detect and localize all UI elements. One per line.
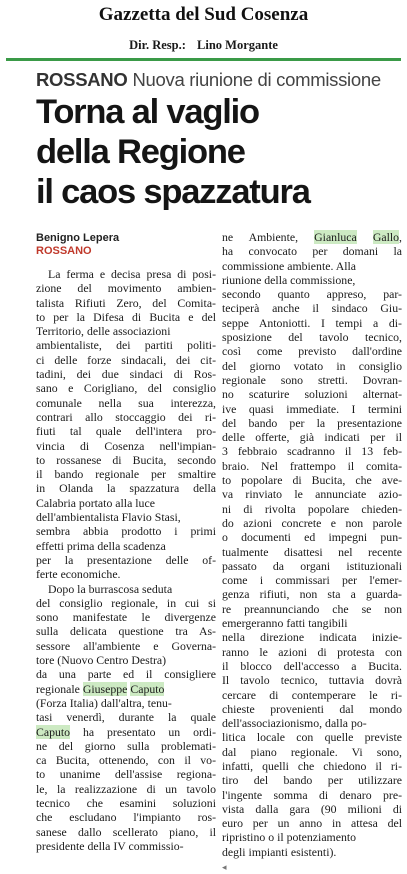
article-line: to popolare di Bucita, che ave-	[222, 473, 403, 488]
article-line: ci delle forze sindacali, dei cit-	[36, 352, 217, 367]
article-line: La ferma e decisa presa di posi-	[48, 267, 217, 281]
byline	[36, 232, 119, 258]
article-line: regionale sono stretti. Dovran-	[222, 372, 402, 387]
kicker-text: Nuova riunione di commissione	[132, 69, 381, 90]
article-line: del consiglio regionale, in cui si	[36, 595, 216, 610]
article-line: tecnico che esamini soluzioni	[36, 795, 216, 810]
byline-author: Benigno Lepera	[36, 232, 120, 244]
article-line: sposizione del tavolo tecnico,	[222, 330, 403, 345]
article-line: in Olanda la spazzatura della	[36, 481, 216, 496]
headline	[36, 92, 401, 212]
article-line: degli impianti esistenti).	[222, 844, 337, 859]
headline-line: il caos spazzatura	[36, 173, 310, 211]
article-line: sanese dallo scellerato piano, il	[36, 824, 217, 839]
article-line: Il tavolo tecnico, tuttavia dovrà	[222, 673, 402, 688]
article-line: delle offerte, già indicati per il	[222, 430, 403, 445]
article-line: emergeranno fatti tangibili	[222, 616, 348, 631]
kicker	[36, 69, 381, 91]
article-line: secondo quanto appreso, par-	[222, 287, 402, 302]
article-line: Dopo la burrascosa seduta	[48, 581, 173, 596]
article-line: sono manifestate le divergenze	[36, 610, 217, 625]
article-line: do azioni concrete e non parole	[222, 515, 403, 530]
article-line: presidente della IV commissio-	[36, 838, 184, 853]
article-line: ripristino o il potenziamento	[222, 830, 357, 845]
article-line: per la presentazione delle of-	[36, 552, 217, 567]
headline-line: Torna al vaglio	[36, 93, 259, 131]
article-line: sulla delicata questione tra As-	[36, 624, 216, 639]
article-line: tore (Nuovo Centro Destra)	[36, 653, 167, 668]
article-line: il bando regionale per smaltire	[36, 467, 217, 482]
article-line: il blocco dell'accesso a Bucita.	[222, 658, 402, 673]
article-column-right	[222, 230, 402, 874]
director-name: Lino Morgante	[197, 38, 278, 52]
article-line: ive quasi immediate. I termini	[222, 401, 403, 416]
article-line: chieste provenienti dal mondo	[222, 701, 403, 716]
article-line: comunale nella sua interezza,	[36, 395, 217, 410]
director-line	[0, 38, 407, 53]
article-line: ambientaliste, dei partiti politi-	[36, 338, 217, 353]
article-line: to rossanese di Bucita, secondo	[36, 452, 217, 467]
article-line: vincia di Cosenza nell'impian-	[36, 438, 217, 453]
article-line: ferte economiche.	[36, 567, 121, 582]
article-line: dell'ambientalista Flavio Stasi,	[36, 510, 181, 525]
article-line: infatti, quelli che chiedono il ri-	[222, 758, 403, 773]
article-line: sessore all'ambiente e Governa-	[36, 638, 217, 653]
headline-line: della Regione	[36, 133, 245, 171]
article-line: seppe Antoniotti. I tempi a di-	[222, 315, 402, 330]
article-line: le, la realizzazione di un tavolo	[36, 781, 217, 796]
article-line: zione del movimento ambien-	[36, 281, 216, 296]
article-line: Territorio, delle associazioni	[36, 324, 171, 339]
article-line: Calabria portato alla luce	[36, 495, 155, 510]
article-line: vista dalla gara (90 milioni di	[222, 801, 403, 816]
article-line: sembra abbia prodotto i primi	[36, 524, 217, 539]
article-line	[222, 859, 402, 874]
article-line: tasi venerdì, durante la quale	[36, 710, 217, 725]
article-line: effetti prima della scadenza	[36, 538, 166, 553]
article-line: come i commissari per l'emer-	[222, 573, 403, 588]
article-column-left	[36, 267, 216, 853]
article-line: contrari allo stoccaggio dei ri-	[36, 409, 217, 424]
article-line: del bando per la presentazione	[222, 415, 403, 430]
article-line: che escludano l'impianto ros-	[36, 810, 217, 825]
article-line: to per la Difesa di Bucita e del	[36, 309, 216, 324]
article-line: ranno le azioni di protesta con	[222, 644, 402, 659]
article-line: Caputo ha presentato un ordi-	[36, 724, 216, 739]
article-line: euro per un anno in attesa del	[222, 816, 403, 831]
article-line: re preannunciando che se non	[222, 601, 402, 616]
highlighted-name: Giuseppe	[82, 681, 128, 696]
article-line: dell'associazionismo, dalla po-	[222, 716, 367, 731]
article-line: dal piano regionale. Vi sono,	[222, 744, 402, 759]
article-line: l'ingente somma di denaro pre-	[222, 787, 403, 802]
highlighted-name: Gallo	[372, 230, 400, 244]
article-line: teciperà anche il sindaco Giu-	[222, 301, 403, 316]
kicker-place: ROSSANO	[36, 69, 128, 90]
article-line: tadini, dei due sindaci di Ros-	[36, 367, 217, 382]
article-line: così come previsto dall'ordine	[222, 344, 403, 359]
article-line: tualmente disattesi nel recente	[222, 544, 403, 559]
article-line: talista Rifiuti Zero, del Comita-	[36, 295, 216, 310]
article-line: passato da organi istituzionali	[222, 558, 403, 573]
article-line: to unanime dell'assise regiona-	[36, 767, 217, 782]
article-line: regionale Giuseppe Caputo	[36, 681, 165, 696]
article-line: ha convocato per domani la	[222, 244, 402, 259]
article-line: ca Bucita, ottenendo, con il vo-	[36, 753, 216, 768]
article-line: riunione della commissione,	[222, 272, 356, 287]
article-line: tiro del bando per utilizzare	[222, 773, 402, 788]
article-line: ne del giorno sulla problemati-	[36, 738, 217, 753]
highlighted-name: Caputo	[36, 724, 71, 739]
end-of-article-icon: ◂	[222, 862, 227, 873]
article-line: ne Ambiente, Gianluca Gallo,	[222, 230, 402, 244]
article-line: commissione ambiente. Alla	[222, 258, 357, 273]
article-line: genza rifiuti, non sta a guarda-	[222, 587, 402, 602]
article-line: da una parte ed il consigliere	[36, 667, 216, 682]
article-line: 3 febbraio scadranno il 13 feb-	[222, 444, 403, 459]
article-line: no scaturire soluzioni alternat-	[222, 387, 403, 402]
article-line: ni di rivolta popolare chieden-	[222, 501, 403, 516]
article-line: nella direzione indicata inizie-	[222, 630, 403, 645]
masthead-rule	[6, 58, 401, 61]
highlighted-name: Caputo	[130, 681, 165, 696]
article-line: o documenti ed impegni pun-	[222, 530, 403, 545]
article-line: litica locale con quelle previste	[222, 730, 402, 745]
byline-location: ROSSANO	[36, 245, 92, 257]
article-line: del giorno votato in consiglio	[222, 358, 402, 373]
article-line: braio. Nel frattempo il comita-	[222, 458, 403, 473]
article-line: sano e Corigliano, del consiglio	[36, 381, 216, 396]
article-line: va rinviato le annunciate azio-	[222, 487, 403, 502]
article-line: cercare di contemperare le ri-	[222, 687, 403, 702]
article-line: (Forza Italia) dall'altra, tenu-	[36, 695, 172, 710]
highlighted-name: Gianluca	[314, 230, 357, 244]
article-line: fiuti tal quale dell'intera pro-	[36, 424, 217, 439]
director-label: Dir. Resp.:	[129, 38, 186, 52]
masthead: Gazzetta del Sud Cosenza	[98, 4, 309, 25]
